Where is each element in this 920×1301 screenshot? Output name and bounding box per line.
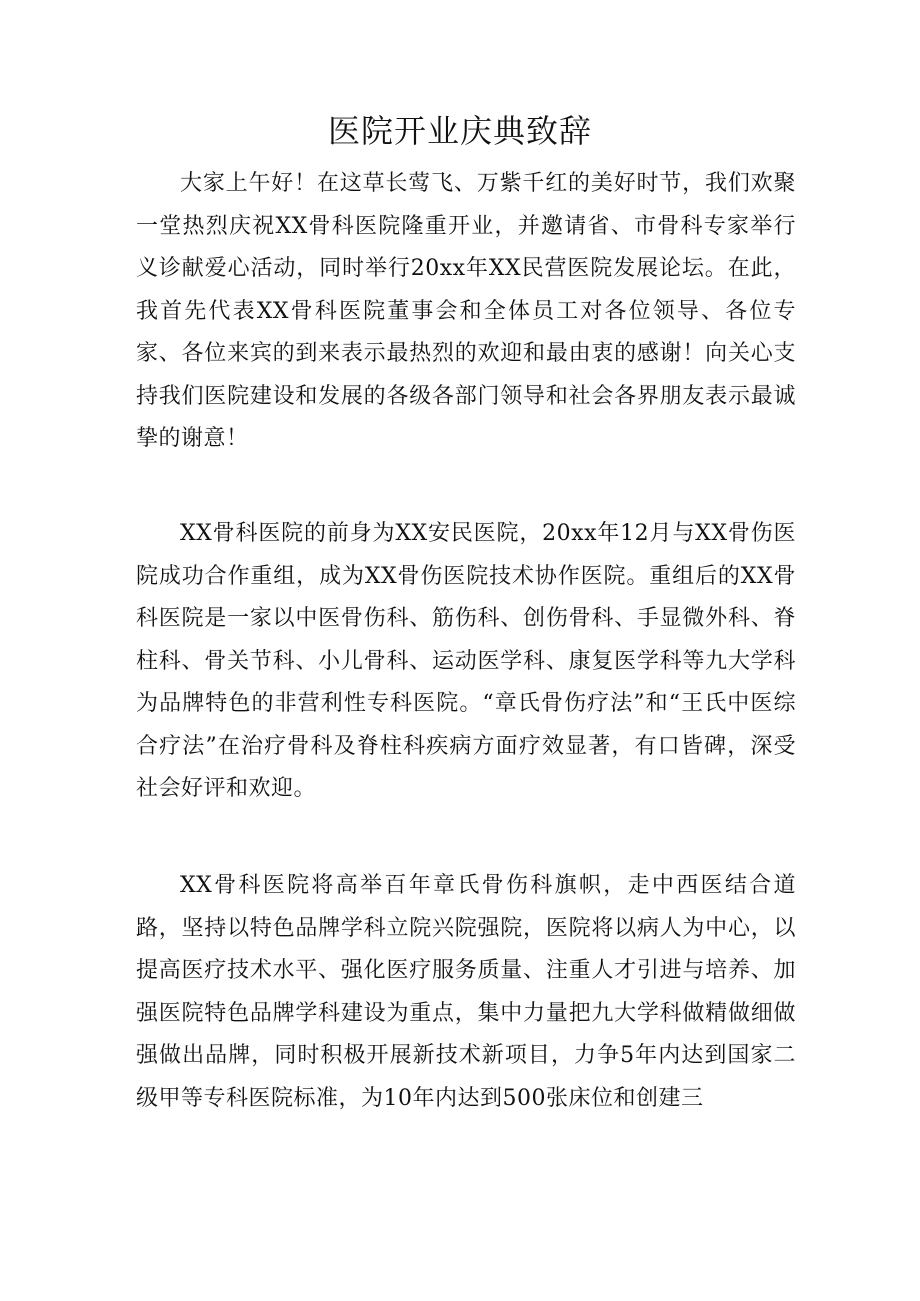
paragraph-future-goals: XX骨科医院将高举百年章氏骨伤科旗帜，走中西医结合道路，坚持以特色品牌学科立院兴院强院，医院将以病人为中心，以提高医疗技术水平、强化医疗服务质量、注重人才引进与培养、加强医院特色品牌学科建设为重点，集中力量把九大学科做精做细做强做出品牌，同时积极开展新技术新项目，力争5年内达到国家二级甲等专科医院标准，为10年内达到500张床位和创建三 bbox=[136, 873, 796, 1111]
paragraph-opening-greeting: 大家上午好！在这草长莺飞、万紫千红的美好时节，我们欢聚一堂热烈庆祝XX骨科医院隆重开业，并邀请省、市骨科专家举行义诊献爱心活动，同时举行20xx年XX民营医院发展论坛。在此，我首先代表XX骨科医院董事会和全体员工对各位领导、各位专家、各位来宾的到来表示最热烈的欢迎和最由衷的感谢！向关心支持我们医院建设和发展的各级各部门领导和社会各界朋友表示最诚挚的谢意！ bbox=[136, 171, 796, 451]
paragraph-hospital-history: XX骨科医院的前身为XX安民医院，20xx年12月与XX骨伤医院成功合作重组，成为XX骨伤医院技术协作医院。重组后的XX骨科医院是一家以中医骨伤科、筋伤科、创伤骨科、手显微外科、脊柱科、骨关节科、小儿骨科、运动医学科、康复医学科等九大学科为品牌特色的非营利性专科医院。“章氏骨伤疗法”和“王氏中医综合疗法”在治疗骨科及脊柱科疾病方面疗效显著，有口皆碑，深受社会好评和欢迎。 bbox=[136, 521, 796, 801]
document-title: 医院开业庆典致辞 bbox=[327, 112, 592, 150]
